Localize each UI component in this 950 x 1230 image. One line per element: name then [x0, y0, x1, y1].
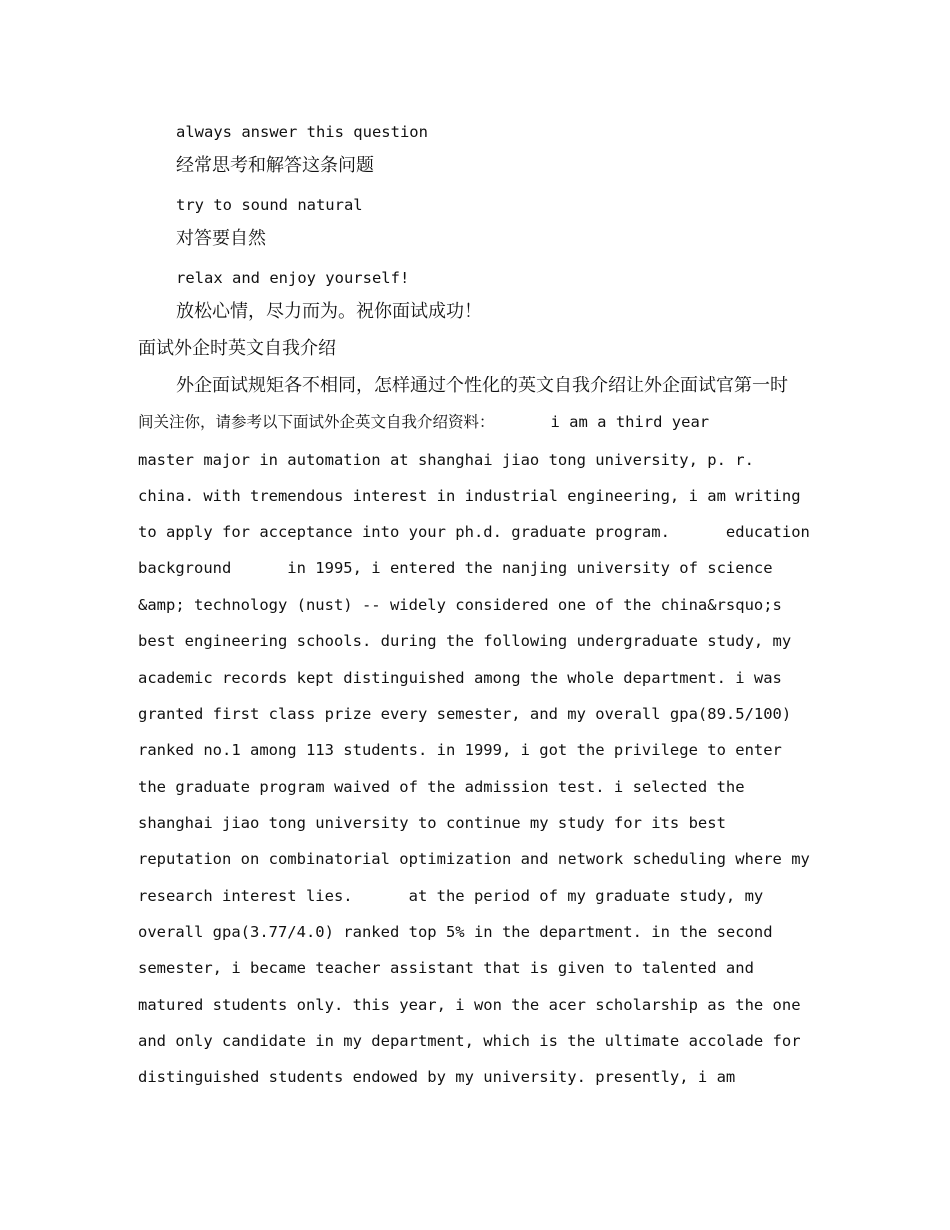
tip-line: 放松心情，尽力而为。祝你面试成功！ — [176, 301, 482, 322]
tip-line: relax and enjoy yourself! — [176, 269, 410, 287]
body-line: semester, i became teacher assistant that is given to talented and — [138, 959, 754, 977]
body-line: overall gpa(3.77/4.0) ranked top 5% in the department. in the second — [138, 923, 773, 941]
body-line: &amp; technology (nust) -- widely considered one of the china&rsquo;s — [138, 596, 782, 614]
body-line: matured students only. this year, i won the acer scholarship as the one — [138, 996, 801, 1014]
body-line: china. with tremendous interest in industrial engineering, i am writing — [138, 487, 801, 505]
section-title: 面试外企时英文自我介绍 — [138, 338, 336, 359]
body-line: academic records kept distinguished among the whole department. i was — [138, 669, 782, 687]
body-line: granted first class prize every semester, and my overall gpa(89.5/100) — [138, 705, 792, 723]
body-line: 外企面试规矩各不相同，怎样通过个性化的英文自我介绍让外企面试官第一时 — [176, 376, 788, 396]
body-line: reputation on combinatorial optimization and network scheduling where my — [138, 850, 810, 868]
body-line: research interest lies. at the period of my graduate study, my — [138, 887, 764, 905]
body-line: best engineering schools. during the following undergraduate study, my — [138, 632, 792, 650]
body-line: ranked no.1 among 113 students. in 1999, i got the privilege to enter — [138, 741, 782, 759]
body-line: shanghai jiao tong university to continue my study for its best — [138, 814, 726, 832]
body-line: distinguished students endowed by my university. presently, i am — [138, 1068, 736, 1086]
body-line: the graduate program waived of the admission test. i selected the — [138, 778, 745, 796]
body-line: background in 1995, i entered the nanjing university of science — [138, 559, 773, 577]
tip-line: always answer this question — [176, 123, 428, 141]
body-line: master major in automation at shanghai jiao tong university, p. r. — [138, 451, 754, 469]
tip-line: try to sound natural — [176, 196, 363, 214]
tip-line: 对答要自然 — [176, 228, 266, 249]
body-line: to apply for acceptance into your ph.d. graduate program. education — [138, 523, 810, 541]
body-line: and only candidate in my department, which is the ultimate accolade for — [138, 1032, 801, 1050]
body-line: 间关注你，请参考以下面试外企英文自我介绍资料： i am a third year — [138, 413, 710, 431]
tip-line: 经常思考和解答这条问题 — [176, 155, 374, 176]
